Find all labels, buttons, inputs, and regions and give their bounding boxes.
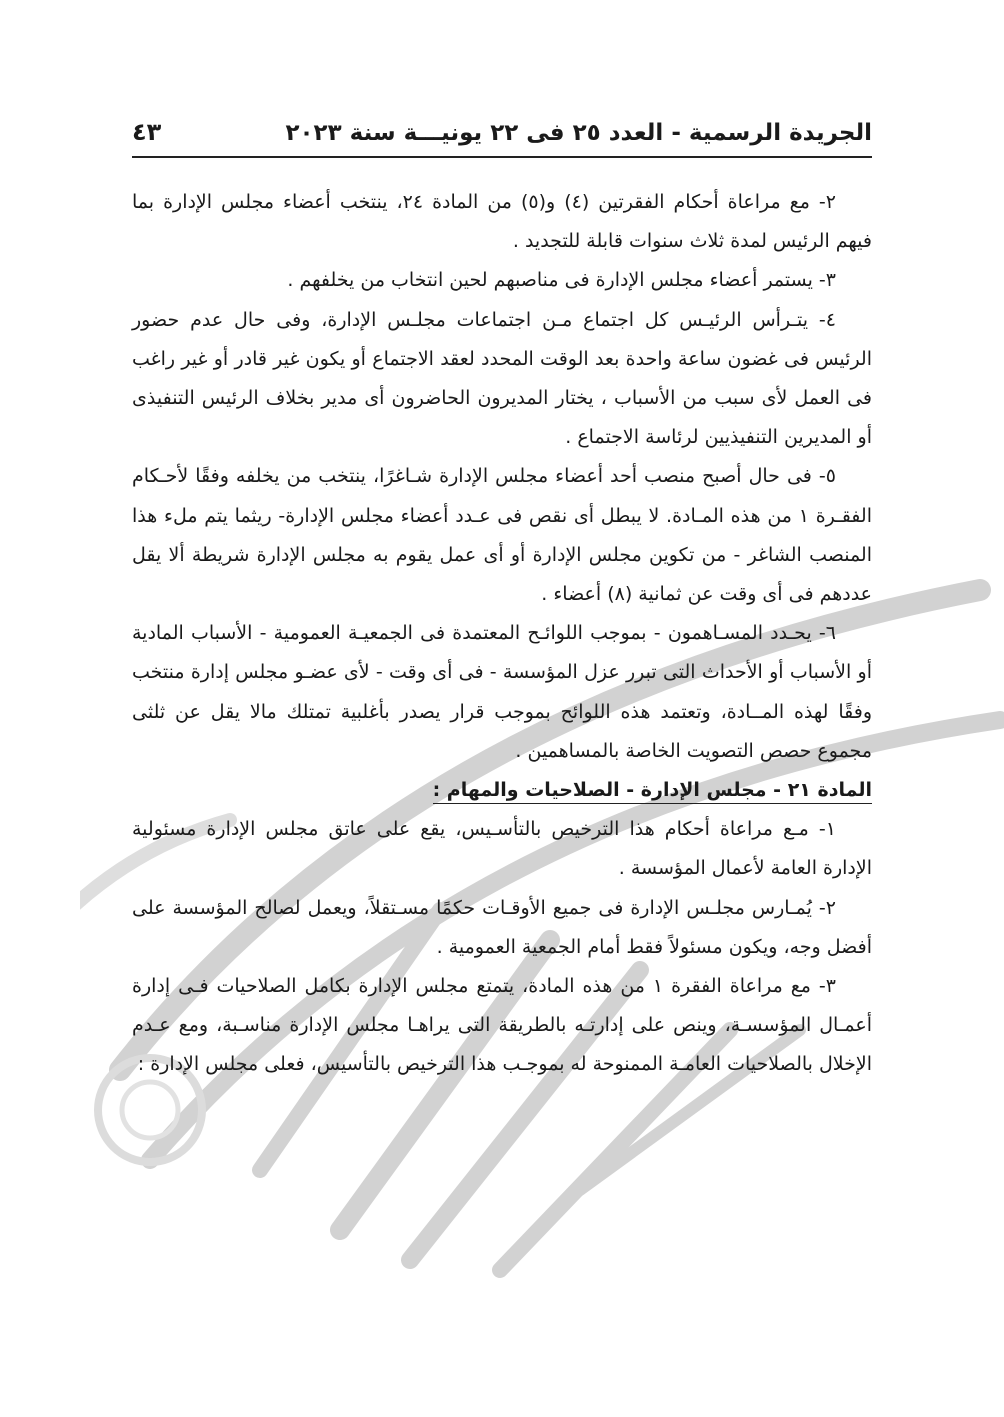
document-body bbox=[132, 183, 872, 1085]
paragraph: ٢- مع مراعاة أحكام الفقرتين (٤) و(٥) من المادة ٢٤، ينتخب أعضاء مجلس الإدارة بما فيهم الرئيس لمدة ثلاث سنوات قابلة للتجديد . bbox=[132, 191, 872, 253]
paragraph: ٣- يستمر أعضاء مجلس الإدارة فى مناصبهم لحين انتخاب من يخلفهم . bbox=[287, 269, 836, 292]
paragraph: ٤- يتـرأس الرئيـس كل اجتماع مـن اجتماعات مجلـس الإدارة، وفى حال عدم حضور الرئيس فى غضون ساعة واحدة بعد الوقت المحدد لعقد الاجتماع أو يكون غير قادر أو غير راغب فى العمل لأى سبب من الأسباب ، يختار المديرون الحاضرون أى مدير بخلاف الرئيس التنفيذى أو المديرين التنفيذيين لرئاسة الاجتماع . bbox=[132, 308, 872, 449]
paragraph: ٦- يحـدد المسـاهمون - بموجب اللوائـح المعتمدة فى الجمعيـة العمومية - الأسباب المادية أو الأسباب أو الأحداث التى تبرر عزل المؤسسة - فى أى وقت - لأى عضـو مجلس إدارة منتخب وفقًا لهذه المــادة، وتعتمد هذه اللوائح بموجب قرار يصدر بأغلبية تمتلك مالا يقل عن ثلثى مجموع حصص التصويت الخاصة بالمساهمين . bbox=[132, 622, 872, 762]
paragraph: ٢- يُمـارس مجلـس الإدارة فى جميع الأوقـات حكمًا مسـتقلاً، ويعمل لصالح المؤسسة على أفضل وجه، ويكون مسئولاً فقط أمام الجمعية العمومية . bbox=[132, 896, 872, 958]
paragraph: ١- مـع مراعاة أحكام هذا الترخيص بالتأسـيس، يقع على عاتق مجلس الإدارة مسئولية الإدارة العامة لأعمال المؤسسة . bbox=[132, 818, 872, 880]
gazette-title: الجريدة الرسمية - العدد ٢٥ فى ٢٢ يونيـــة سنة ٢٠٢٣ bbox=[285, 120, 872, 146]
page-header bbox=[132, 108, 872, 158]
article-heading-text: المادة ٢١ - مجلس الإدارة - الصلاحيات والمهام : bbox=[433, 779, 872, 804]
paragraph: ٥- فى حال أصبح منصب أحد أعضاء مجلس الإدارة شـاغرًا، ينتخب من يخلفه وفقًا لأحـكام الفقـرة ١ من هذه المـادة. لا يبطل أى نقص فى عـدد أعضاء مجلس الإدارة- ريثما يتم ملء هذا المنصب الشاغر - من تكوين مجلس الإدارة أو أى عمل يقوم به مجلس الإدارة شريطة ألا يقل عددهم فى أى وقت عن ثمانية (٨) أعضاء . bbox=[132, 465, 872, 606]
page-number: ٤٣ bbox=[132, 118, 162, 146]
article-heading bbox=[132, 771, 872, 810]
paragraph: ٣- مع مراعاة الفقرة ١ من هذه المادة، يتمتع مجلس الإدارة بكامل الصلاحيات فـى إدارة أعمـال المؤسسـة، وينص على إدارتـه بالطريقة التى يراهـا مجلس الإدارة مناسـبة، ومع عـدم الإخلال بالصلاحيات العامـة الممنوحة له بموجـب هذا الترخيص بالتأسيس، فعلى مجلس الإدارة : bbox=[132, 975, 872, 1076]
